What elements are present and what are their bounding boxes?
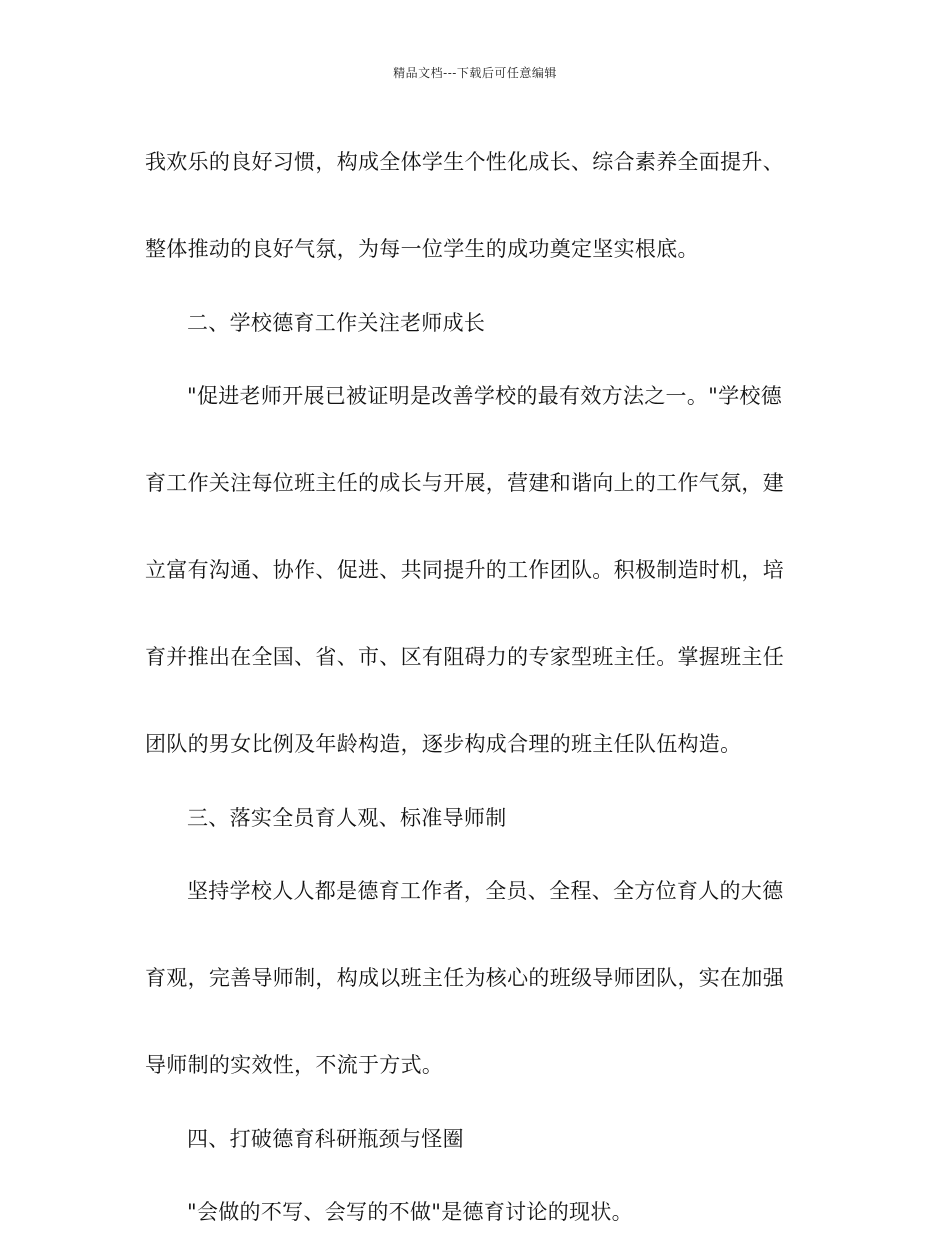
- text-line: "会做的不写、会写的不做"是德育讨论的现状。: [187, 1200, 633, 1224]
- text-line: 团队的男女比例及年龄构造，逐步构成合理的班主任队伍构造。: [145, 732, 742, 756]
- text-line: 我欢乐的良好习惯，构成全体学生个性化成长、综合素养全面提升、: [145, 150, 784, 174]
- text-line: 育工作关注每位班主任的成长与开展，营建和谐向上的工作气氛，建: [145, 471, 784, 495]
- text-line: 育观，完善导师制，构成以班主任为核心的班级导师团队，实在加强: [145, 966, 784, 990]
- section-heading: 四、打破德育科研瓶颈与怪圈: [187, 1127, 464, 1151]
- page-header: 精品文档---下载后可任意编辑: [393, 66, 557, 80]
- text-line: 立富有沟通、协作、促进、共同提升的工作团队。积极制造时机，培: [145, 558, 784, 582]
- text-line: "促进老师开展已被证明是改善学校的最有效方法之一。"学校德: [187, 384, 783, 408]
- text-line: 坚持学校人人都是德育工作者，全员、全程、全方位育人的大德: [187, 879, 784, 903]
- text-line: 导师制的实效性，不流于方式。: [145, 1053, 444, 1077]
- section-heading: 三、落实全员育人观、标准导师制: [187, 806, 507, 830]
- text-line: 育并推出在全国、省、市、区有阻碍力的专家型班主任。掌握班主任: [145, 645, 784, 669]
- text-line: 整体推动的良好气氛，为每一位学生的成功奠定坚实根底。: [145, 237, 699, 261]
- document-body: [145, 136, 807, 1239]
- section-heading: 二、学校德育工作关注老师成长: [187, 311, 486, 335]
